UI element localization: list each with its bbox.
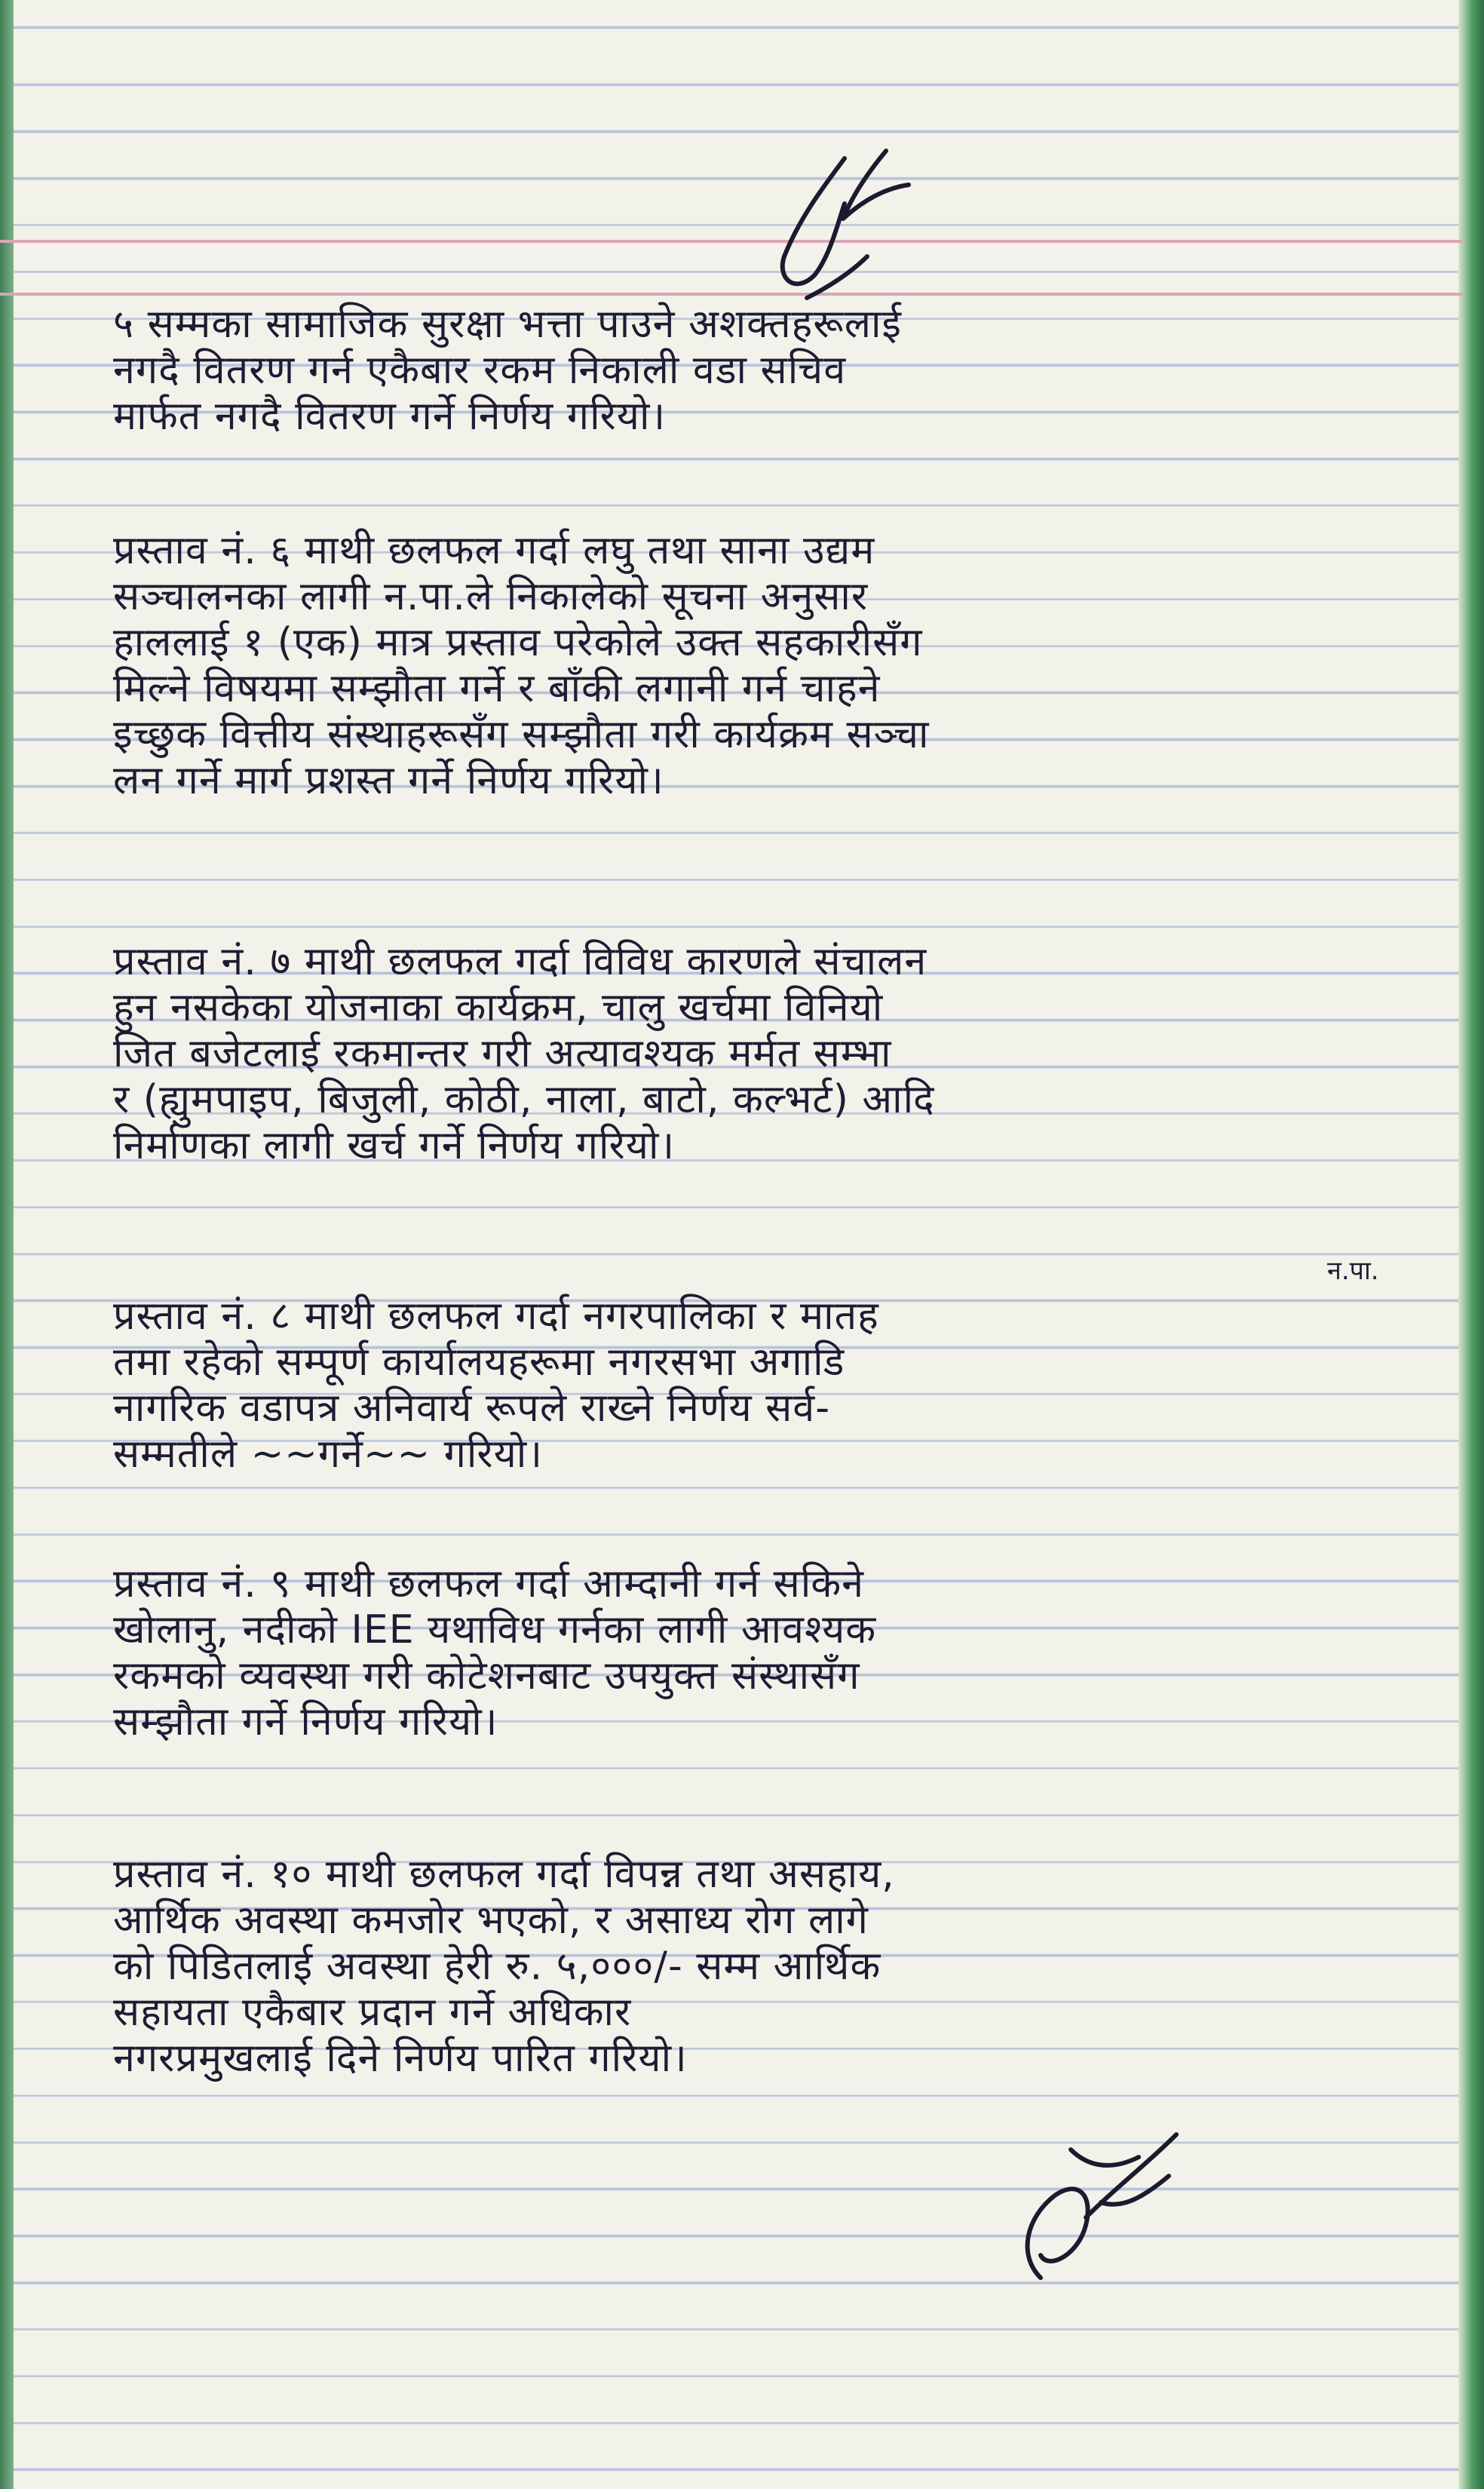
notebook-binding-right (1458, 0, 1484, 2489)
top-signature-mark (754, 143, 950, 317)
text-line: प्रस्ताव नं. ८ माथी छलफल गर्दा नगरपालिका र मातह (113, 1294, 879, 1339)
bottom-signature (995, 2104, 1222, 2300)
text-line: र (ह्युमपाइप, बिजुली, कोठी, नाला, बाटो, कल्भर्ट) आदि (113, 1077, 935, 1122)
text-line: सहायता एकैबार प्रदान गर्ने अधिकार (113, 1990, 632, 2035)
text-line: सम्झौता गर्ने निर्णय गरियो। (113, 1699, 498, 1745)
text-line: प्रस्ताव नं. ९ माथी छलफल गर्दा आम्दानी गर्न सकिने (113, 1561, 865, 1607)
text-line: नागरिक वडापत्र अनिवार्य रूपले राख्ने निर्णय सर्व- (113, 1386, 830, 1431)
text-line: सञ्चालनका लागी न.पा.ले निकालेको सूचना अनुसार (113, 574, 869, 619)
text-line: नगरप्रमुखलाई दिने निर्णय पारित गरियो। (113, 2036, 688, 2081)
paragraph-proposal-6 (113, 528, 1440, 804)
text-line: ५ सम्मका सामाजिक सुरक्षा भत्ता पाउने अशक्तहरूलाई (113, 302, 902, 347)
text-line: इच्छुक वित्तीय संस्थाहरूसँग सम्झौता गरी कार्यक्रम सञ्चा (113, 712, 930, 757)
paragraph-proposal-9 (113, 1561, 1440, 1745)
margin-line-top (0, 240, 1463, 243)
text-line: प्रस्ताव नं. ६ माथी छलफल गर्दा लघु तथा साना उद्यम (113, 528, 875, 573)
text-line: को पिडितलाई अवस्था हेरी रु. ५,०००/- सम्म आर्थिक (113, 1944, 882, 1989)
text-line: आर्थिक अवस्था कमजोर भएको, र असाध्य रोग लागे (113, 1898, 869, 1943)
paragraph-proposal-8 (113, 1294, 1440, 1478)
text-line: हाललाई १ (एक) मात्र प्रस्ताव परेकोले उक्त सहकारीसँग (113, 620, 923, 665)
text-line: प्रस्ताव नं. ७ माथी छलफल गर्दा विविध कारणले संचालन (113, 939, 928, 984)
notebook-binding-left (0, 0, 14, 2489)
text-line: मार्फत नगदै वितरण गर्ने निर्णय गरियो। (113, 394, 667, 439)
text-line: प्रस्ताव नं. १० माथी छलफल गर्दा विपन्न तथा असहाय, (113, 1852, 895, 1897)
text-line: निर्माणका लागी खर्च गर्ने निर्णय गरियो। (113, 1123, 676, 1168)
text-line: सम्मतीले ~~गर्ने~~ गरियो। (113, 1432, 543, 1477)
margin-line-second (0, 293, 1463, 296)
text-line: हुन नसकेका योजनाका कार्यक्रम, चालु खर्चमा विनियो (113, 985, 884, 1030)
text-line: रकमको व्यवस्था गरी कोटेशनबाट उपयुक्त संस्थासँग (113, 1653, 860, 1699)
text-line: जित बजेटलाई रकमान्तर गरी अत्यावश्यक मर्मत सम्भा (113, 1031, 892, 1076)
paragraph-proposal-10 (113, 1852, 1440, 2082)
text-line: मिल्ने विषयमा सम्झौता गर्ने र बाँकी लगानी गर्न चाहने (113, 666, 881, 711)
text-line: नगदै वितरण गर्न एकैबार रकम निकाली वडा सचिव (113, 348, 847, 393)
paragraph-1 (113, 302, 1440, 440)
text-line: तमा रहेको सम्पूर्ण कार्यालयहरूमा नगरसभा अगाडि (113, 1340, 845, 1385)
paragraph-proposal-7 (113, 939, 1440, 1169)
text-line: खोलानु, नदीको IEE यथाविध गर्नका लागी आवश्यक (113, 1607, 877, 1653)
text-line: लन गर्ने मार्ग प्रशस्त गर्ने निर्णय गरियो। (113, 758, 664, 803)
margin-note: न.पा. (1327, 1256, 1379, 1286)
